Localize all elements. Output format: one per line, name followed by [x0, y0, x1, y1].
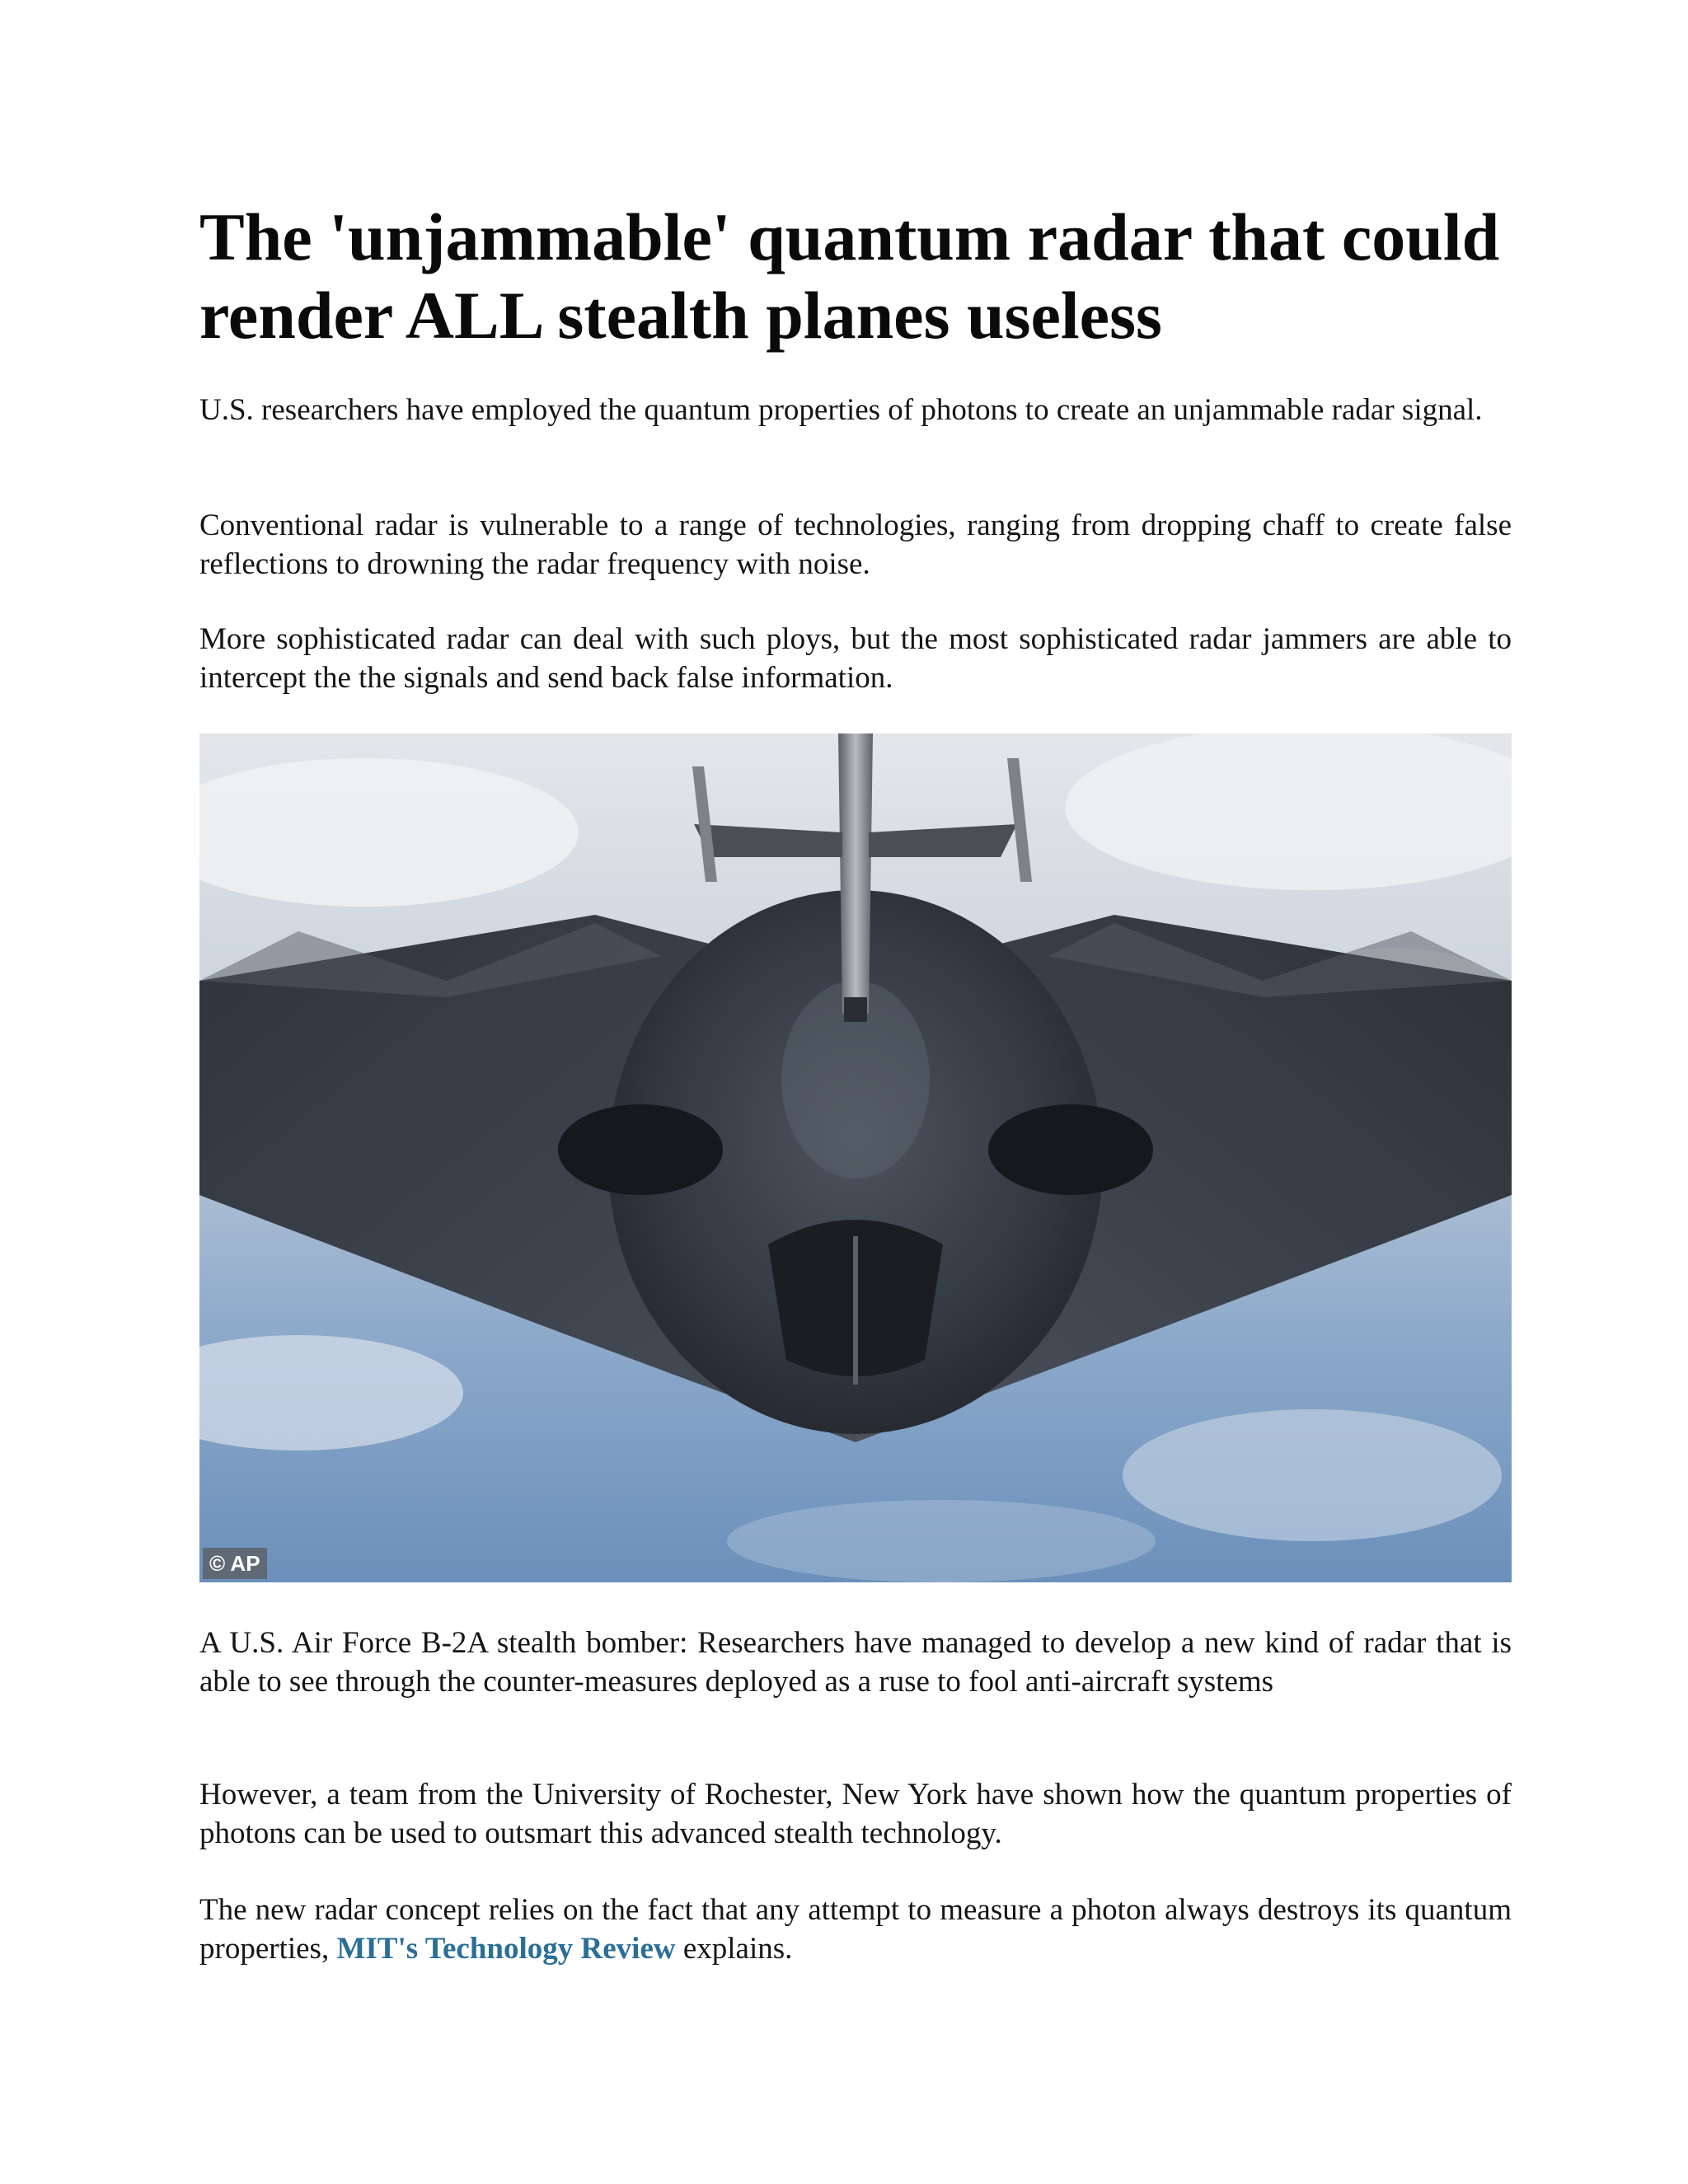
b2-bomber-photo	[199, 733, 1512, 1582]
mit-technology-review-link[interactable]: MIT's Technology Review	[336, 1932, 676, 1966]
b2-bomber-illustration	[199, 733, 1512, 1582]
link-lead-text: The new radar concept relies on the fact that any attempt to measure a photon always destroys its quantum properties,	[199, 1893, 1512, 1966]
article-paragraph: Conventional radar is vulnerable to a range of technologies, ranging from dropping chaff to create false reflections to drowning the radar frequency with noise.	[199, 509, 1512, 581]
article-paragraph: More sophisticated radar can deal with such ploys, but the most sophisticated radar jammers are able to intercept the the signals and send back false information.	[199, 622, 1512, 695]
article-paragraph-with-link	[199, 1891, 1512, 1968]
photo-credit: © AP	[203, 1548, 267, 1579]
article-headline: The 'unjammable' quantum radar that could render ALL stealth planes useless	[199, 199, 1500, 353]
link-trailing-text: explains.	[675, 1932, 793, 1966]
image-caption: A U.S. Air Force B-2A stealth bomber: Researchers have managed to develop a new kind of radar that is able to see through the counter-measures deployed as a ruse to fool anti-aircraft systems	[199, 1626, 1512, 1699]
article-paragraph: U.S. researchers have employed the quantum properties of photons to create an unjammable radar signal.	[199, 393, 1483, 427]
article-paragraph: However, a team from the University of Rochester, New York have shown how the quantum properties of photons can be used to outsmart this advanced stealth technology.	[199, 1778, 1512, 1850]
